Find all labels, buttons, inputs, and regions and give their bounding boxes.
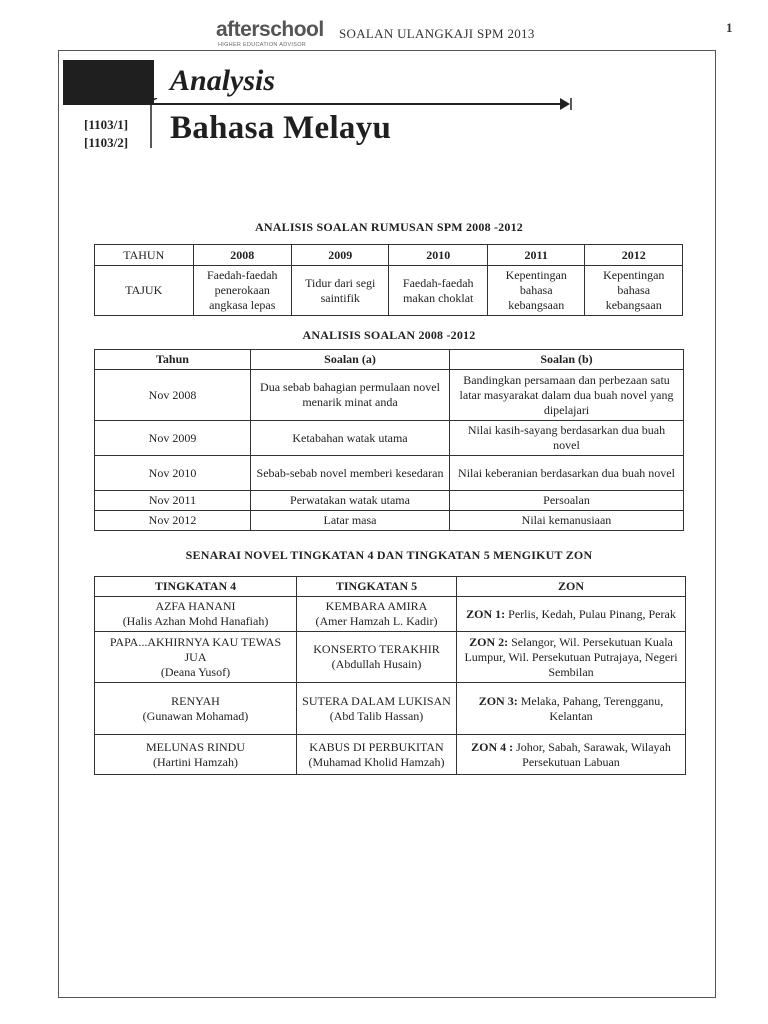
tingkatan4-cell (95, 735, 297, 775)
soalan-a-cell: Sebab-sebab novel memberi kesedaran (251, 456, 450, 491)
table-row (95, 370, 684, 421)
column-header: Tahun (95, 350, 251, 370)
tingkatan5-cell (297, 683, 457, 735)
novel-author: (Hartini Hamzah) (153, 754, 238, 769)
soalan-b-cell: Bandingkan persamaan dan perbezaan satu latar masyarakat dalam dua buah novel yang dipelajari (450, 370, 684, 421)
year-cell: 2010 (389, 245, 488, 266)
soalan-b-cell: Persoalan (450, 491, 684, 511)
table-row (95, 683, 686, 735)
column-header: TINGKATAN 5 (297, 577, 457, 597)
page-header (0, 14, 768, 50)
year-cell: 2009 (292, 245, 389, 266)
year-cell: Nov 2009 (95, 421, 251, 456)
table-row (95, 245, 683, 266)
table-row (95, 511, 684, 531)
column-header: Soalan (b) (450, 350, 684, 370)
zon-label: ZON 4 : (471, 739, 514, 754)
year-cell: 2011 (487, 245, 584, 266)
paper-code-1: [1103/1] (84, 117, 129, 132)
logo-subtitle: HIGHER EDUCATION ADVISOR (218, 42, 307, 48)
page-number: 1 (726, 20, 733, 35)
subject-title: Bahasa Melayu (170, 110, 392, 146)
table-header-row (95, 577, 686, 597)
zon-cell (457, 735, 686, 775)
tingkatan5-cell (297, 632, 457, 683)
year-cell: 2008 (193, 245, 292, 266)
novel-title: SUTERA DALAM LUKISAN (302, 693, 451, 708)
topic-cell: Faedah-faedah makan choklat (389, 266, 488, 316)
logo-text: afterschool (216, 18, 324, 41)
novel-author: (Halis Azhan Mohd Hanafiah) (122, 614, 269, 628)
column-header: Soalan (a) (251, 350, 450, 370)
section-title-soalan: ANALISIS SOALAN 2008 -2012 (302, 328, 476, 342)
year-cell: Nov 2012 (95, 511, 251, 531)
novel-title: AZFA HANANI (155, 599, 236, 613)
tingkatan5-cell (297, 735, 457, 775)
bracket-icon (150, 98, 160, 150)
novel-author: (Abdullah Husain) (331, 657, 422, 671)
column-header: TINGKATAN 4 (95, 577, 297, 597)
year-cell: Nov 2011 (95, 491, 251, 511)
header-title: SOALAN ULANGKAJI SPM 2013 (339, 26, 535, 41)
novel-zone-table (94, 576, 686, 775)
novel-title: KEMBARA AMIRA (325, 599, 428, 613)
zon-states: Melaka, Pahang, Terengganu, Kelantan (520, 693, 664, 723)
year-cell: 2012 (585, 245, 683, 266)
zon-label: ZON 1: (466, 606, 506, 621)
zon-label: ZON 2: (469, 634, 509, 649)
section-title-novel: SENARAI NOVEL TINGKATAN 4 DAN TINGKATAN 5 MENGIKUT ZON (185, 548, 593, 562)
afterschool-logo (216, 18, 328, 52)
paper-codes (84, 116, 128, 152)
novel-title: MELUNAS RINDU (146, 739, 245, 754)
soalan-a-cell: Dua sebab bahagian permulaan novel menarik minat anda (251, 370, 450, 421)
zon-cell (457, 632, 686, 683)
zon-cell (457, 597, 686, 632)
section-title-rumusan: ANALISIS SOALAN RUMUSAN SPM 2008 -2012 (255, 220, 523, 234)
soalan-b-cell: Nilai kasih-sayang berdasarkan dua buah novel (450, 421, 684, 456)
column-header: ZON (457, 577, 686, 597)
zon-cell (457, 683, 686, 735)
novel-title: PAPA...AKHIRNYA KAU TEWAS JUA (109, 634, 282, 664)
zon-states: Perlis, Kedah, Pulau Pinang, Perak (508, 606, 676, 621)
tingkatan4-cell (95, 632, 297, 683)
tingkatan4-cell (95, 683, 297, 735)
novel-author: (Gunawan Mohamad) (142, 708, 249, 723)
table-row (95, 632, 686, 683)
tingkatan4-cell (95, 597, 297, 632)
novel-author: (Muhamad Kholid Hamzah) (308, 754, 445, 769)
zon-states: Selangor, Wil. Persekutuan Kuala Lumpur, Wil. Persekutuan Putrajaya, Negeri Sembilan (464, 634, 678, 679)
novel-title: KONSERTO TERAKHIR (313, 642, 440, 656)
rumusan-table (94, 244, 683, 316)
year-cell: Nov 2010 (95, 456, 251, 491)
topic-cell: Faedah-faedah penerokaan angkasa lepas (193, 266, 292, 316)
topic-cell: Kepentingan bahasa kebangsaan (585, 266, 683, 316)
paper-code-2: [1103/2] (84, 135, 129, 150)
novel-title: KABUS DI PERBUKITAN (309, 739, 444, 754)
soalan-a-cell: Latar masa (251, 511, 450, 531)
soalan-b-cell: Nilai keberanian berdasarkan dua buah novel (450, 456, 684, 491)
year-cell: Nov 2008 (95, 370, 251, 421)
topic-cell: Tidur dari segi saintifik (292, 266, 389, 316)
row-label-tahun: TAHUN (95, 245, 194, 266)
analysis-title: Analysis (170, 64, 276, 97)
table-row (95, 491, 684, 511)
novel-author: (Amer Hamzah L. Kadir) (315, 614, 438, 628)
heading-black-box (63, 60, 154, 105)
novel-title: RENYAH (171, 693, 220, 708)
soalan-a-cell: Ketabahan watak utama (251, 421, 450, 456)
novel-author: (Abd Talib Hassan) (329, 708, 424, 723)
novel-author: (Deana Yusof) (160, 664, 231, 679)
table-row (95, 266, 683, 316)
table-row (95, 597, 686, 632)
row-label-tajuk: TAJUK (95, 266, 194, 316)
zon-label: ZON 3: (478, 693, 518, 708)
table-header-row (95, 350, 684, 370)
tingkatan5-cell (297, 597, 457, 632)
zon-states: Johor, Sabah, Sarawak, Wilayah Persekutuan Labuan (516, 739, 671, 769)
table-row (95, 735, 686, 775)
heading-rule (154, 103, 556, 105)
table-row (95, 456, 684, 491)
soalan-b-cell: Nilai kemanusiaan (450, 511, 684, 531)
topic-cell: Kepentingan bahasa kebangsaan (487, 266, 584, 316)
soalan-a-cell: Perwatakan watak utama (251, 491, 450, 511)
table-row (95, 421, 684, 456)
soalan-table (94, 349, 684, 531)
arrow-end-icon (552, 97, 572, 111)
